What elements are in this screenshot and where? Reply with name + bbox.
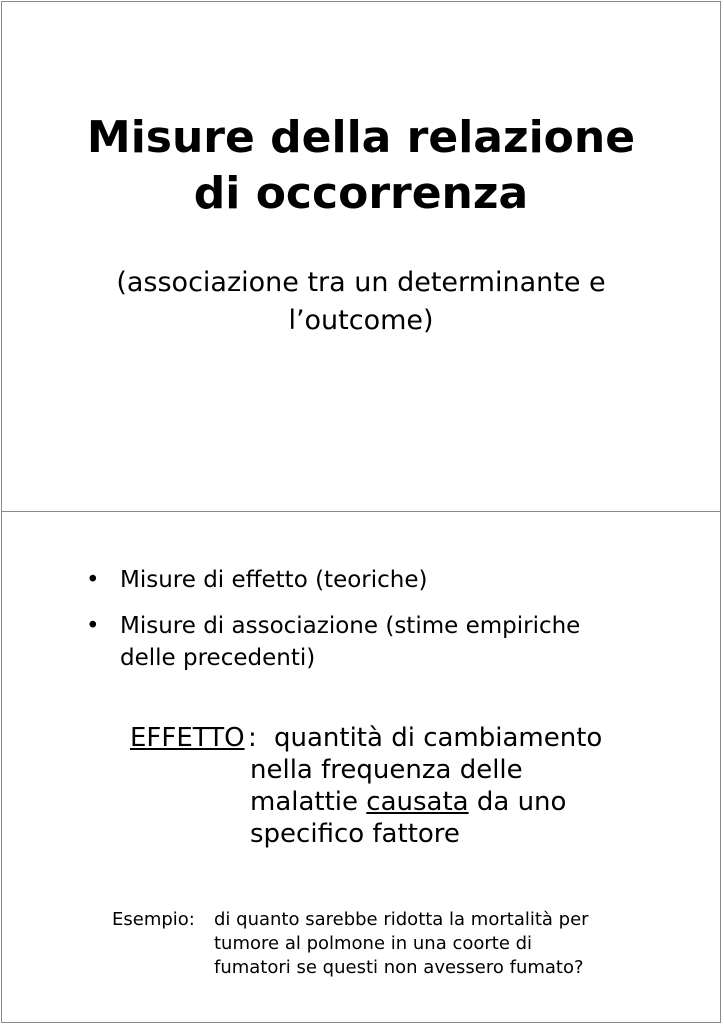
example-line: di quanto sarebbe ridotta la mortalità per [214,909,589,930]
bullet-dot: • [86,567,100,593]
definition-line: specifico fattore [250,819,460,849]
causata-underlined: causata [366,787,469,817]
subtitle-line-1: (associazione tra un determinante e [116,267,606,298]
bullet-text: Misure di effetto (teoriche) [120,567,428,593]
definition-line [250,786,690,818]
bullet-dot: • [86,613,100,639]
definition-line: nella frequenza delle [250,755,523,785]
effetto-text [250,722,690,850]
subtitle-line-2: l’outcome) [288,305,434,336]
title-line-2: di occorrenza [193,168,529,219]
slide-1 [1,1,721,512]
effetto-colon: : [248,723,257,753]
slide-title [2,110,720,222]
example-line: fumatori se questi non avessero fumato? [214,957,584,978]
definition-text: da uno [468,787,567,817]
bullet-text: delle precedenti) [120,645,316,671]
title-line-1: Misure della relazione [86,112,636,163]
slide-subtitle [2,264,720,340]
example-label: Esempio: [112,909,195,930]
definition-line: quantità di cambiamento [274,723,603,753]
bullet-text: Misure di associazione (stime empiriche [120,613,581,639]
definition-text: malattie [250,787,367,817]
bullet-item [86,564,686,596]
example-line: tumore al polmone in una coorte di [214,933,533,954]
example-text [214,908,694,980]
bullet-list [86,564,686,688]
slide-2 [1,511,721,1023]
effetto-term: EFFETTO [130,723,245,753]
bullet-item [86,610,686,674]
